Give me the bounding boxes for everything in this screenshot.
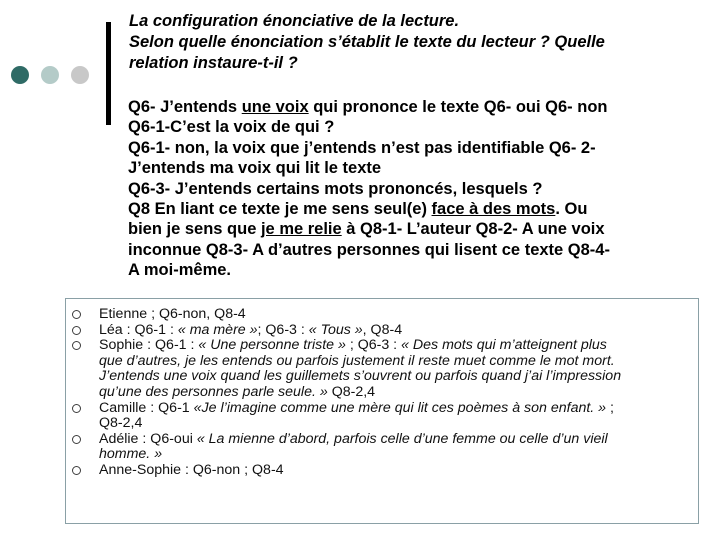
question-line: [128, 219, 703, 239]
answer-item: [66, 307, 698, 323]
answer-quote-line: J’entends une voix quand les guillemets s’ouvrent ou parfois quand j’ai l’impression: [99, 368, 622, 385]
underlined-text: je me relie: [260, 220, 342, 239]
text: Q6- J’entends: [128, 98, 242, 116]
question-line: Q6-1- non, la voix que j’entends n’est pas identifiable Q6- 2-: [128, 138, 596, 157]
answers-box: [65, 298, 699, 524]
answer-text: : Q6-1 :: [122, 321, 178, 338]
answer-text: ; Q6-3 :: [257, 321, 309, 338]
answer-item: [66, 401, 698, 432]
circle-bullet-icon: [72, 341, 81, 350]
answer-text: Q8-2,4: [327, 383, 376, 400]
question-line: [128, 97, 703, 117]
circle-bullet-icon: [72, 435, 81, 444]
title-line: Selon quelle énonciation s’établit le texte du lecteur ? Quelle: [129, 33, 605, 51]
answer-quote: « ma mère »: [177, 321, 258, 338]
slide-title: [129, 11, 699, 74]
answer-text: ;: [606, 399, 614, 416]
answer-text: : Q6-1 :: [143, 337, 199, 354]
question-line: Q6-3- J’entends certains mots prononcés, lesquels ?: [128, 179, 543, 198]
answer-quote: «Je l’imagine comme une mère qui lit ces poèmes à son enfant. »: [193, 399, 607, 416]
underlined-text: une voix: [241, 98, 309, 116]
text: . Ou: [555, 200, 588, 219]
answer-quote-line: qu’une des personnes parle seule. »: [99, 383, 328, 400]
vertical-rule: [106, 22, 111, 125]
text: qui prononce le texte Q6- oui Q6- non: [308, 98, 608, 116]
answer-quote-line: homme. »: [99, 446, 163, 463]
answer-text: : Q6-1: [146, 399, 194, 416]
answer-text: ; Q6-non, Q8-4: [147, 306, 246, 322]
respondent-name: Camille: [99, 399, 147, 416]
circle-bullet-icon: [72, 404, 81, 413]
respondent-name: Sophie: [99, 337, 144, 354]
respondent-name: Adélie: [99, 430, 139, 447]
title-line: relation instaure-t-il ?: [129, 54, 298, 72]
respondent-name: Etienne: [99, 306, 148, 322]
answer-item: [66, 463, 698, 479]
questionnaire-text: [128, 97, 703, 281]
question-line: J’entends ma voix qui lit le texte: [128, 159, 382, 178]
question-line: A moi-même.: [128, 261, 231, 280]
question-line: inconnue Q8-3- A d’autres personnes qui lisent ce texte Q8-4-: [128, 240, 610, 259]
answer-quote: « Tous »: [308, 321, 363, 338]
decorative-dots: [11, 66, 95, 84]
circle-bullet-icon: [72, 310, 81, 319]
text: bien je sens que: [128, 220, 261, 239]
answer-text: : Q6-oui: [138, 430, 197, 447]
dot-dark: [11, 66, 29, 84]
dot-gray: [71, 66, 89, 84]
circle-bullet-icon: [72, 466, 81, 475]
answer-item: [66, 323, 698, 339]
answers-list: [66, 299, 698, 479]
answer-text: Q8-2,4: [99, 415, 143, 432]
answer-quote: « La mienne d’abord, parfois celle d’une femme ou celle d’un vieil: [196, 430, 608, 447]
question-line: [128, 199, 703, 219]
answer-text: , Q8-4: [362, 321, 403, 338]
underlined-text: face à des mots: [431, 200, 556, 219]
circle-bullet-icon: [72, 326, 81, 335]
answer-quote-line: que d’autres, je les entends ou parfois justement il reste muet comme le mot mort.: [99, 352, 615, 369]
respondent-name: Léa: [99, 321, 123, 338]
dot-light: [41, 66, 59, 84]
respondent-name: Anne-Sophie: [99, 461, 182, 478]
answer-text: : Q6-non ; Q8-4: [181, 461, 284, 478]
question-line: Q6-1-C’est la voix de qui ?: [128, 118, 335, 137]
answer-quote: « Une personne triste »: [198, 337, 346, 354]
answer-text: ; Q6-3 :: [345, 337, 402, 354]
answer-quote: « Des mots qui m’atteignent plus: [401, 337, 607, 354]
text: à Q8-1- L’auteur Q8-2- A une voix: [341, 220, 605, 239]
answer-item: [66, 338, 698, 400]
title-line: La configuration énonciative de la lecture.: [129, 12, 460, 30]
answer-item: [66, 432, 698, 463]
text: Q8 En liant ce texte je me sens seul(e): [128, 200, 432, 219]
